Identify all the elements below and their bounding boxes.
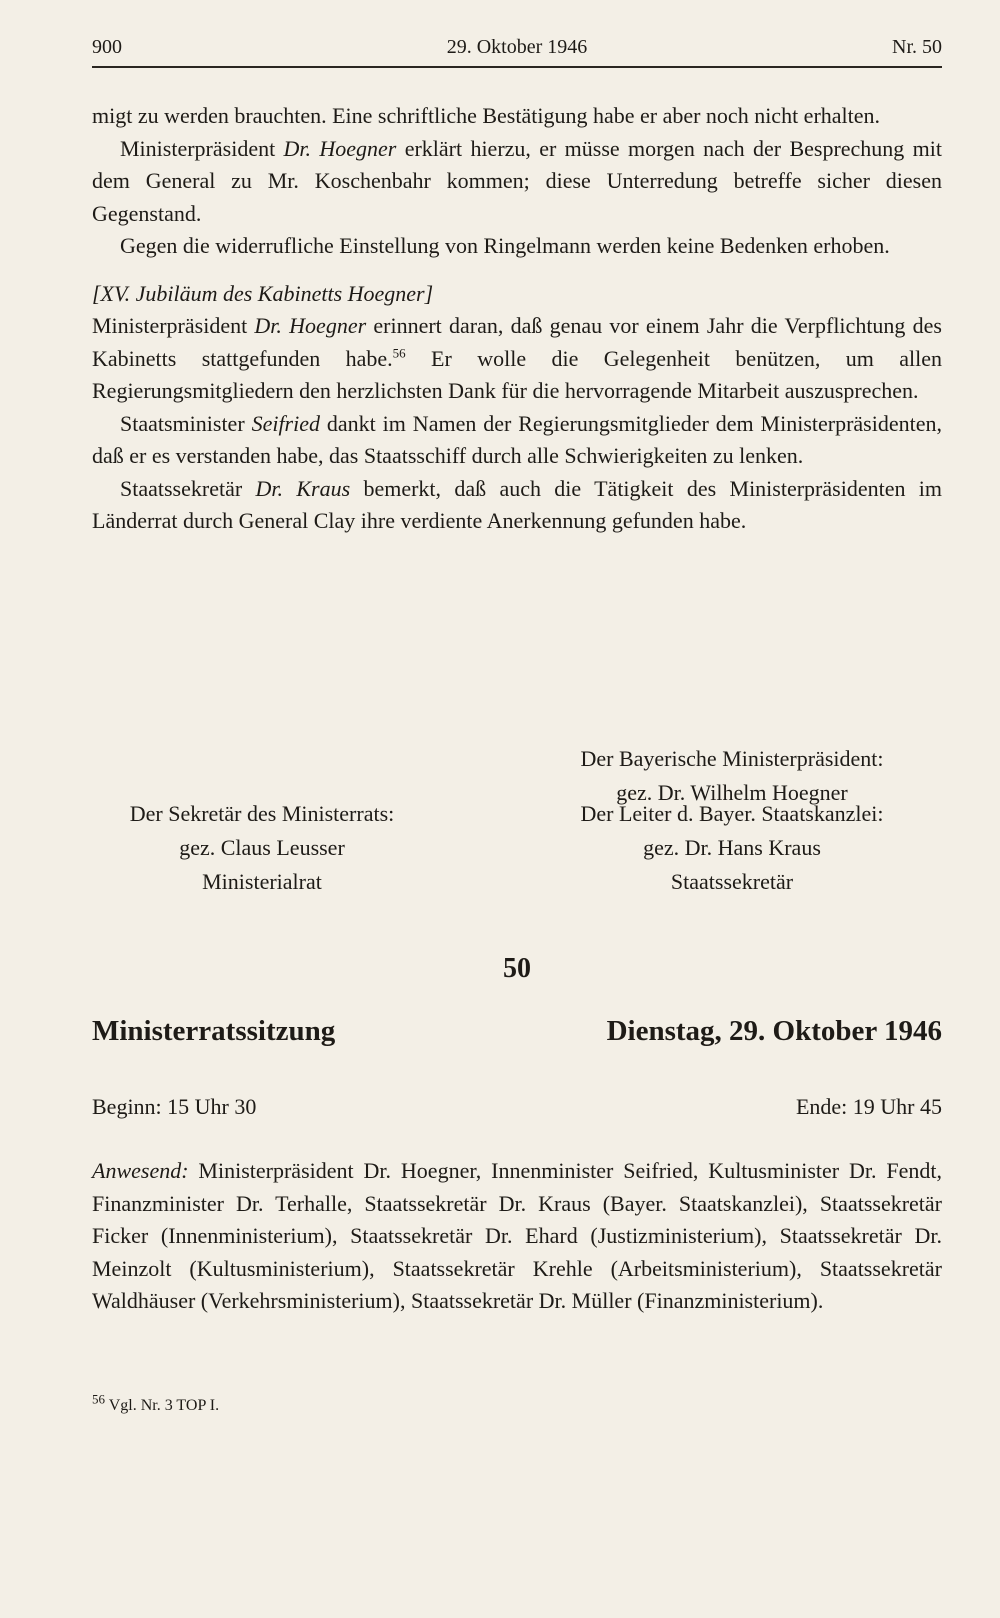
meeting-times bbox=[92, 1094, 942, 1124]
paragraph: Ministerpräsident Dr. Hoegner erinnert daran, daß genau vor einem Jahr die Verpflichtung des Kabinetts stattgefunden habe.$^{56}$ Er wolle die Gelegenheit benützen, um allen Regierungsmitgliedern den herzlichsten Dank für die hervorragende Mitarbeit auszusprechen. bbox=[92, 313, 942, 403]
signature-minister-president: Der Bayerische Ministerpräsident: gez. Dr. Wilhelm Hoegner bbox=[580, 746, 884, 805]
paragraph: Staatssekretär Dr. Kraus bemerkt, daß auch die Tätigkeit des Ministerpräsidenten im Länderrat durch General Clay ihre verdiente Anerkennung gefunden habe. bbox=[92, 475, 943, 533]
meeting-title: Ministerratssitzung bbox=[92, 1015, 336, 1047]
paragraph: Gegen die widerrufliche Einstellung von Ringelmann werden keine Bedenken erhoben. bbox=[120, 233, 890, 258]
end-time: Ende: 19 Uhr 45 bbox=[795, 1094, 942, 1119]
signature-chancellery-head: Der Leiter d. Bayer. Staatskanzlei: gez. Dr. Hans Kraus Staatssekretär bbox=[580, 801, 884, 894]
meeting-heading bbox=[92, 1015, 942, 1055]
document-number: 50 bbox=[503, 953, 531, 984]
signature-block bbox=[92, 742, 942, 917]
speaker-name: Dr. Kraus bbox=[255, 475, 351, 501]
attendance-list bbox=[92, 1155, 942, 1318]
signature-secretary: Der Sekretär des Ministerrats: gez. Claus Leusser Ministerialrat bbox=[129, 801, 395, 894]
paragraph: migt zu werden brauchten. Eine schriftliche Bestätigung habe er aber noch nicht erhalten. bbox=[92, 103, 881, 128]
paragraph: Ministerpräsident Dr. Hoegner erklärt hierzu, er müsse morgen nach der Besprechung mit dem General zu Mr. Koschenbahr kommen; diese Unterredung betreffe sicher diesen Gegenstand. bbox=[92, 135, 942, 226]
attendance-text: Ministerpräsident Dr. Hoegner, Innenminister Seifried, Kultusminister Dr. Fendt, Finanzminister Dr. Terhalle, Staatssekretär Dr. Kraus (Bayer. Staatskanzlei), Staatssekretär Ficker (Innenministerium), Staatssekretär Dr. Ehard (Justizministerium), Staatssekretär Dr. Meinzolt (Kultusministerium), Staatssekretär Krehle (Arbeitsministerium), Staatssekretär Waldhäuser (Verkehrsministerium), Staatssekretär Dr. Müller (Finanzministerium). bbox=[92, 1158, 942, 1313]
header-rule bbox=[92, 66, 942, 68]
meeting-date: Dienstag, 29. Oktober 1946 bbox=[606, 1015, 942, 1047]
speaker-name: Dr. Hoegner bbox=[283, 135, 397, 161]
section-heading: [XV. Jubiläum des Kabinetts Hoegner] bbox=[92, 280, 434, 306]
issue-number: Nr. 50 bbox=[892, 36, 942, 58]
footnote bbox=[92, 1391, 942, 1415]
footnote-reference: 56 bbox=[392, 345, 406, 361]
page-number: 900 bbox=[92, 36, 122, 58]
footnote-number: 56 bbox=[92, 1391, 105, 1407]
begin-time: Beginn: 15 Uhr 30 bbox=[92, 1094, 257, 1119]
paragraph: Staatsminister Seifried dankt im Namen der Regierungsmitglieder dem Ministerpräsidenten, daß er es verstanden habe, das Staatsschiff durch alle Schwierigkeiten zu lenken. bbox=[92, 410, 942, 468]
speaker-name: Seifried bbox=[251, 410, 320, 436]
protocol-text bbox=[92, 100, 942, 538]
running-header bbox=[92, 36, 942, 66]
footnote-text: Vgl. Nr. 3 TOP I. bbox=[105, 1397, 220, 1414]
speaker-name: Dr. Hoegner bbox=[254, 313, 367, 338]
attendance-label: Anwesend: bbox=[92, 1158, 189, 1183]
header-date: 29. Oktober 1946 bbox=[446, 36, 588, 58]
page bbox=[92, 0, 942, 1618]
